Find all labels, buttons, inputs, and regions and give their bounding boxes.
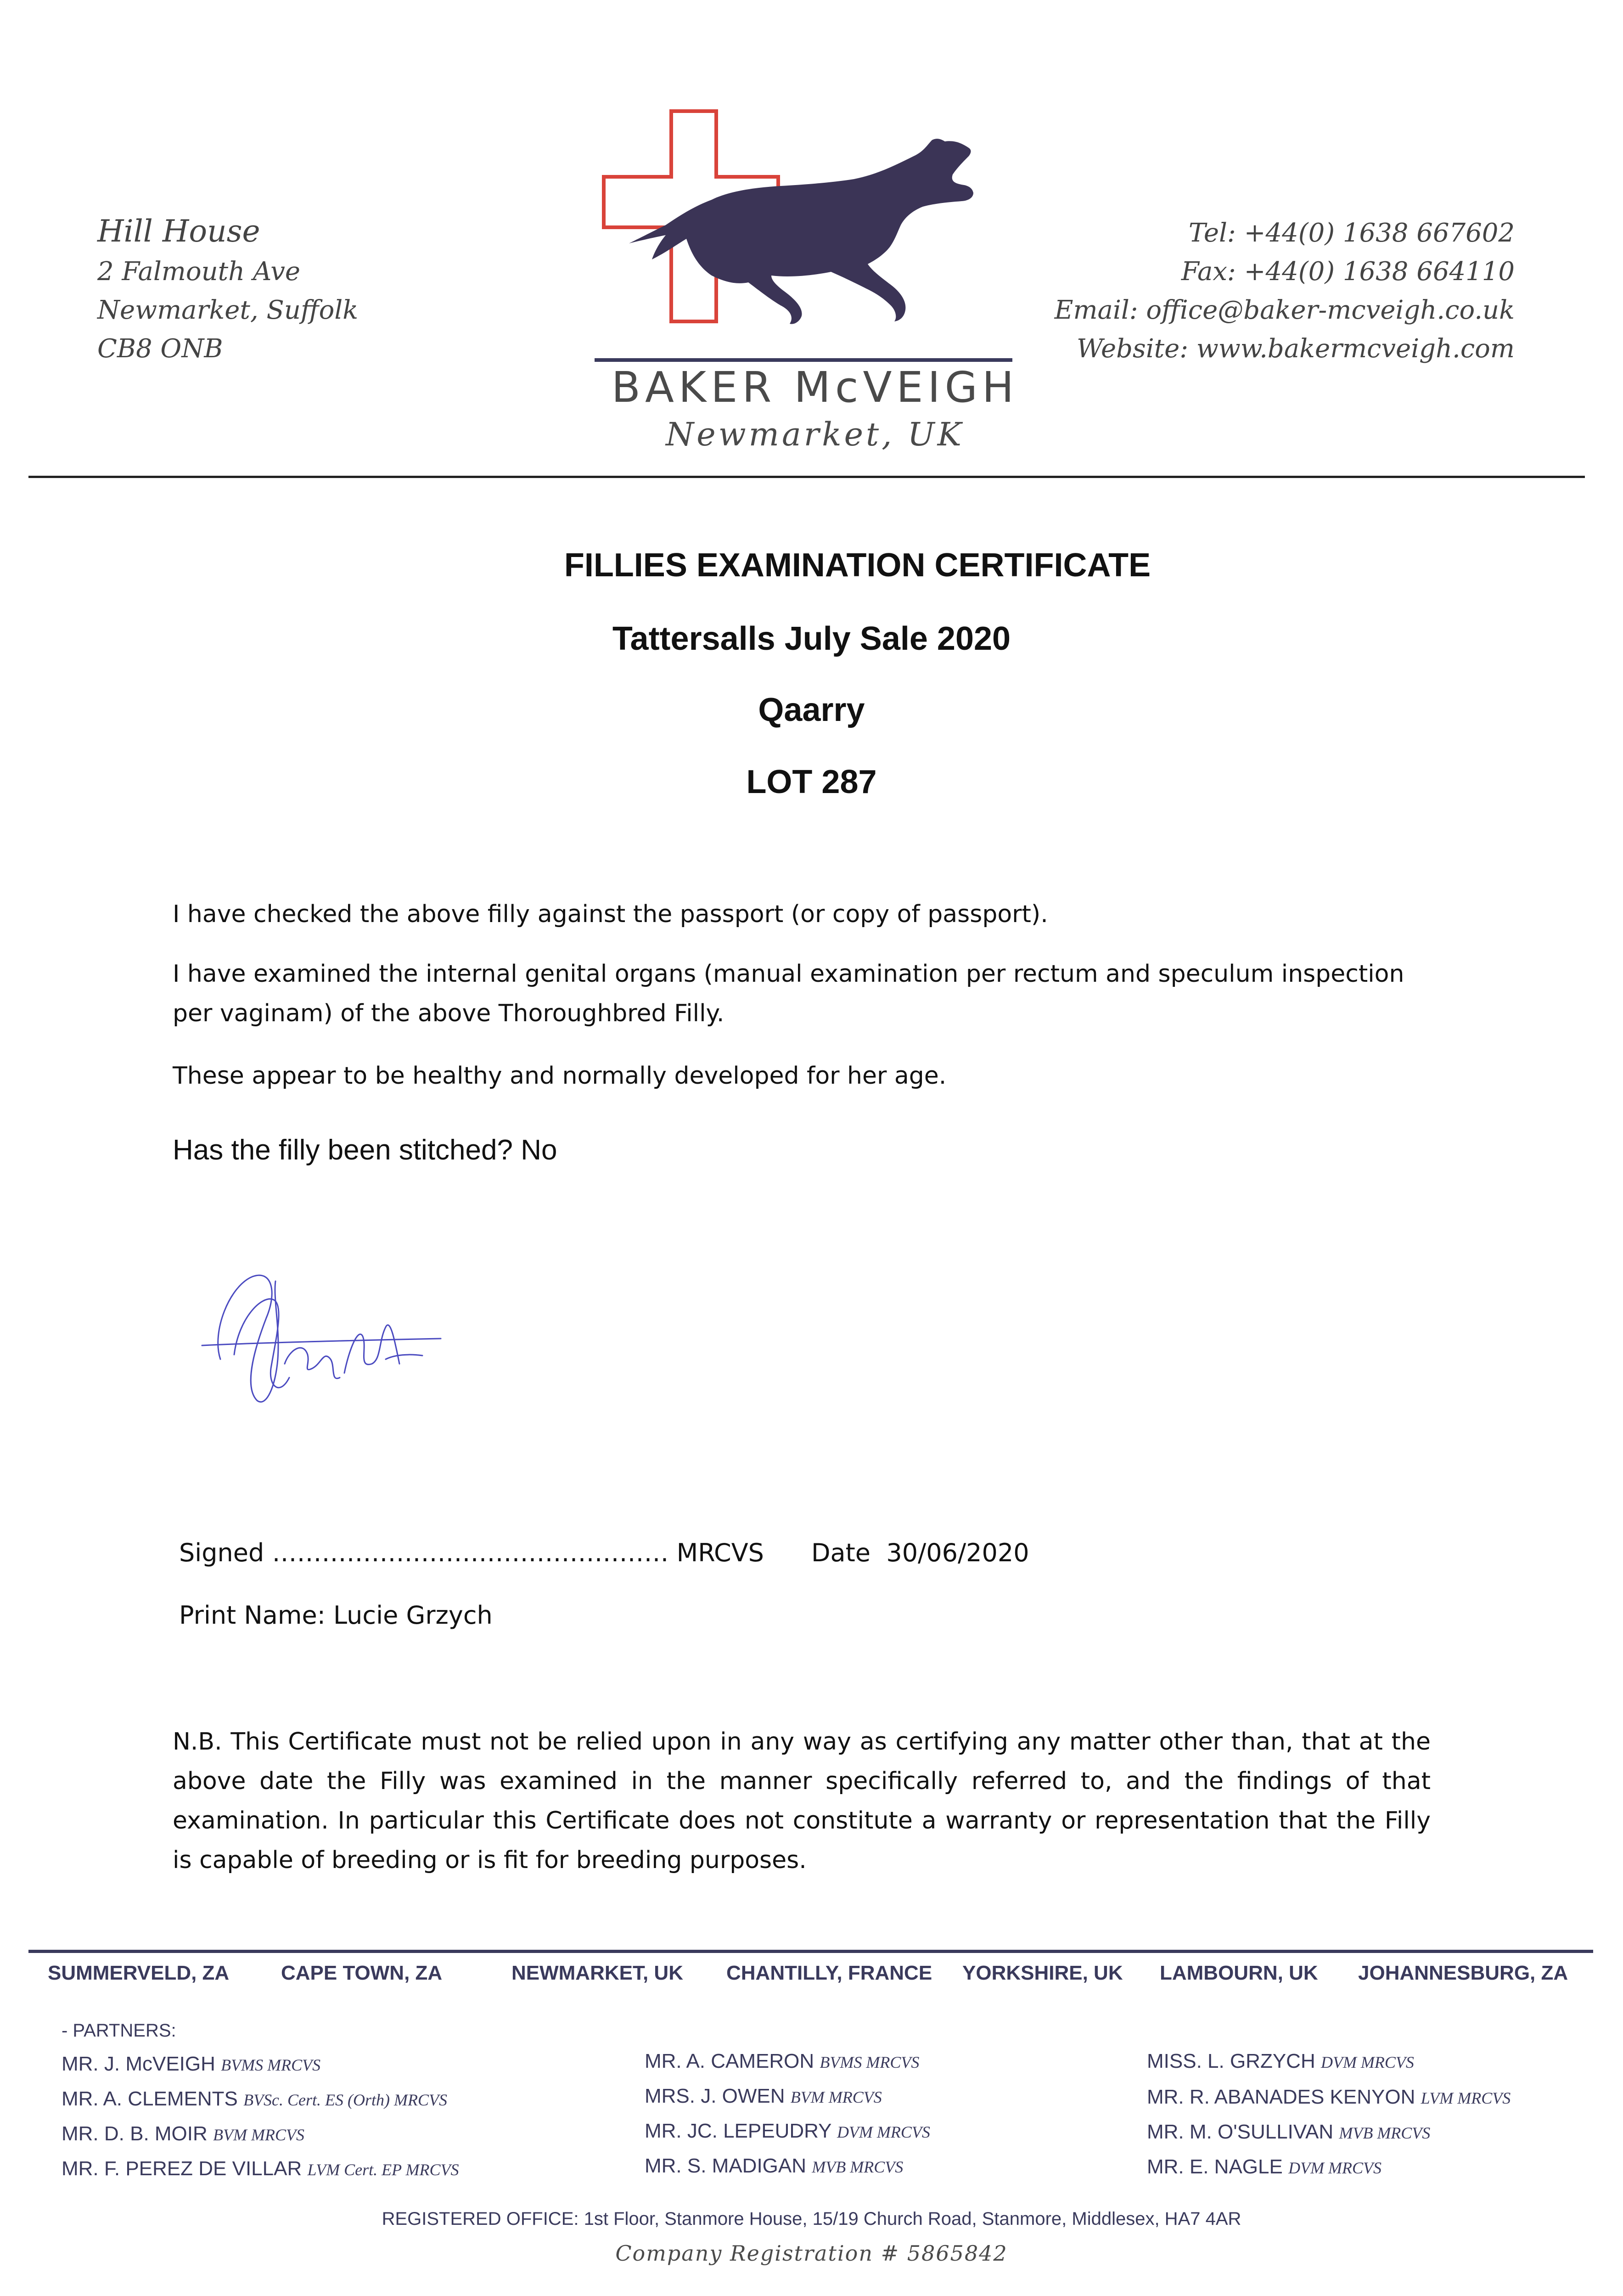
partners-heading: - PARTNERS: [62,2020,176,2041]
address-line: 2 Falmouth Ave [97,257,300,287]
contact-email[interactable]: Email: office@baker-mcveigh.co.uk [1054,295,1515,325]
horse-name: Qaarry [758,692,865,728]
brand-location: Newmarket, UK [666,416,964,453]
certificate-title: FILLIES EXAMINATION CERTIFICATE [564,547,1151,584]
contact-fax: Fax: +44(0) 1638 664110 [1181,257,1515,287]
location-johannesburg: JOHANNESBURG, ZA [1358,1962,1568,1984]
sale-title: Tattersalls July Sale 2020 [612,620,1011,657]
partner-entry: MR. A. CLEMENTS BVSc. Cert. ES (Orth) MRCVS [62,2088,447,2110]
contact-tel: Tel: +44(0) 1638 667602 [1188,218,1515,248]
location-chantilly: CHANTILLY, FRANCE [726,1962,932,1984]
contact-website[interactable]: Website: www.bakermcveigh.com [1076,334,1515,364]
address-line: Newmarket, Suffolk [97,295,359,325]
partner-entry: MR. F. PEREZ DE VILLAR LVM Cert. EP MRCVS [62,2157,459,2180]
signed-line: Signed ………………………………………… MRCVS Date 30/06/2020 [179,1538,1029,1567]
location-newmarket: NEWMARKET, UK [511,1962,683,1984]
partner-entry: MR. S. MADIGAN MVB MRCVS [645,2155,904,2177]
stitched-question: Has the filly been stitched? No [173,1134,557,1166]
horse-silhouette-icon [629,139,973,324]
registered-office: REGISTERED OFFICE: 1st Floor, Stanmore House, 15/19 Church Road, Stanmore, Middlesex, HA7 4AR [382,2209,1241,2229]
location-cape-town: CAPE TOWN, ZA [281,1962,443,1984]
paragraph-findings: These appear to be healthy and normally developed for her age. [173,1062,947,1090]
logo-rule [595,358,1012,362]
partner-entry: MR. J. McVEIGH BVMS MRCVS [62,2053,321,2075]
paragraph-passport: I have checked the above filly against the passport (or copy of passport). [173,900,1048,928]
location-yorkshire: YORKSHIRE, UK [962,1962,1123,1984]
partner-entry: MISS. L. GRZYCH DVM MRCVS [1147,2050,1414,2072]
company-registration: Company Registration # 5865842 [615,2241,1008,2266]
contact-block [964,214,1515,368]
print-name: Print Name: Lucie Grzych [179,1601,493,1630]
partner-entry: MRS. J. OWEN BVM MRCVS [645,2085,882,2107]
signature-icon [193,1249,468,1442]
address-line: Hill House [97,214,260,249]
partner-entry: MR. R. ABANADES KENYON LVM MRCVS [1147,2086,1511,2108]
partner-entry: MR. D. B. MOIR BVM MRCVS [62,2122,304,2145]
paragraph-examination: I have examined the internal genital organs (manual examination per rectum and speculum inspection per vaginam) of the above Thoroughbred Filly. [173,960,1404,1027]
partner-entry: MR. E. NAGLE DVM MRCVS [1147,2155,1382,2178]
partner-entry: MR. M. O'SULLIVAN MVB MRCVS [1147,2121,1431,2143]
brand-name: BAKER McVEIGH [611,363,1019,412]
footer-divider [28,1950,1593,1953]
partner-entry: MR. JC. LEPEUDRY DVM MRCVS [645,2120,930,2142]
disclaimer-nb: N.B. This Certificate must not be relied upon in any way as certifying any matter other than, that at the above date the Filly was examined in the manner specifically referred to, and the findings of that examination. In particular this Certificate does not constitute a warranty or representation that the Filly is capable of breeding or is fit for breeding purposes. [173,1728,1431,1874]
address-block [97,210,511,368]
address-line: CB8 ONB [97,334,223,364]
location-lambourn: LAMBOURN, UK [1160,1962,1318,1984]
header-divider [28,476,1585,478]
location-summerveld: SUMMERVELD, ZA [48,1962,230,1984]
lot-number: LOT 287 [746,764,877,800]
partner-entry: MR. A. CAMERON BVMS MRCVS [645,2050,920,2072]
